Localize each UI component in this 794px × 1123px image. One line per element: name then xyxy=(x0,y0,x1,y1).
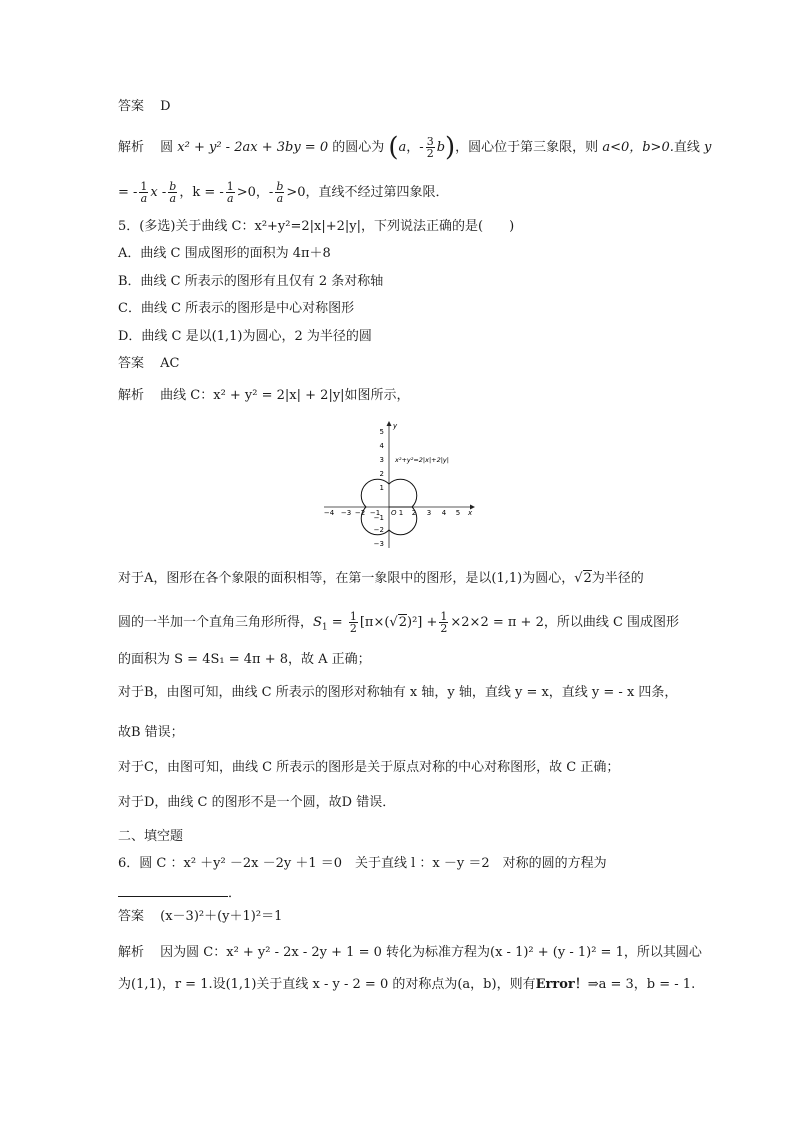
text: ． xyxy=(228,886,242,901)
analysis-label: 解析 xyxy=(118,945,145,960)
x-tick: 1 xyxy=(398,509,404,517)
paren-left: ( xyxy=(388,132,399,163)
circle-equation: x² + y² - 2ax + 3by = 0 xyxy=(177,140,329,155)
text: 为(1,1)，r = 1.设(1,1)关于直线 x - y - 2 = 0 的对称点为(a，b)，则有 xyxy=(118,977,536,992)
answer-label: 答案 xyxy=(118,99,145,114)
section-heading: 二、填空题 xyxy=(118,829,184,844)
condition: a<0，b>0. xyxy=(602,140,674,155)
q5-analysis-b-line-2: 故B 错误； xyxy=(118,725,184,740)
numerator: 1 xyxy=(226,180,234,193)
text: )²] + xyxy=(407,615,438,630)
text: 对于A，图形在各个象限的面积相等，在第一象限中的图形，是以(1,1)为圆心， xyxy=(118,571,575,586)
text: 圆的一半加一个直角三角形所得， xyxy=(118,615,314,630)
x-tick: 2 xyxy=(411,509,417,517)
q6-stem: 6．圆 C ：x² ＋y² －2x －2y ＋1 ＝0 关于直线 l ：x －y ＝2 对称的圆的方程为 xyxy=(118,856,607,871)
y-tick: −2 xyxy=(373,526,384,534)
center-y: b xyxy=(436,140,446,155)
q5-option-a: A．曲线 C 围成图形的面积为 4π＋8 xyxy=(118,246,331,261)
q5-analysis-a-line-1 xyxy=(118,571,644,587)
sqrt: √2 xyxy=(389,615,407,630)
fraction xyxy=(226,181,235,204)
x-tick: −4 xyxy=(323,509,335,517)
y-tick: 1 xyxy=(379,484,384,492)
x-tick: 4 xyxy=(441,509,447,517)
paren-right: ) xyxy=(445,132,456,163)
q5-option-c: C．曲线 C 所表示的图形是中心对称图形 xyxy=(118,301,355,316)
denominator: a xyxy=(140,192,148,205)
numerator: 3 xyxy=(426,135,434,148)
text: x - xyxy=(150,185,167,200)
q4-answer-line xyxy=(118,99,171,115)
x-tick: 3 xyxy=(426,509,432,517)
q5-analysis-d-line-1: 对于D，曲线 C 的图形不是一个圆，故D 错误． xyxy=(118,795,396,810)
q6-blank-line xyxy=(118,882,241,902)
numerator: 1 xyxy=(440,610,448,623)
fraction xyxy=(139,181,148,204)
fraction xyxy=(168,181,177,204)
q5-analysis-intro xyxy=(118,388,410,404)
subscript: 1 xyxy=(321,622,328,633)
text: ×2×2 = π + 2，所以曲线 C 围成图形 xyxy=(450,615,680,630)
q5-analysis-b-line-1: 对于B，由图可知，曲线 C 所表示的图形对称轴有 x 轴，y 轴，直线 y = x，直线 y = - x 四条， xyxy=(118,685,678,700)
text: ，- xyxy=(406,140,424,155)
text: ，圆心位于第三象限，则 xyxy=(455,140,603,155)
answer-blank xyxy=(118,882,228,897)
q5-stem: 5．(多选)关于曲线 C：x²+y²=2|x|+2|y|，下列说法正确的是( ) xyxy=(118,219,515,234)
sqrt-radicand: 2 xyxy=(583,571,592,586)
text: ，k = - xyxy=(179,185,224,200)
numerator: 1 xyxy=(140,180,148,193)
analysis-label: 解析 xyxy=(118,140,145,155)
answer-label: 答案 xyxy=(118,909,145,924)
sqrt: √2 xyxy=(574,571,592,586)
y-tick: 2 xyxy=(379,470,384,478)
q5-answer-line xyxy=(118,356,180,372)
analysis-label: 解析 xyxy=(118,388,145,403)
text: 直线 xyxy=(673,140,704,155)
q5-answer: AC xyxy=(160,356,180,371)
text: = - xyxy=(118,185,138,200)
text: [π×( xyxy=(359,615,390,630)
s1-symbol: S xyxy=(313,615,322,630)
x-axis-label: x xyxy=(468,509,473,517)
fraction xyxy=(439,611,448,634)
q6-analysis-line-2 xyxy=(118,977,695,993)
q5-option-b: B．曲线 C 所表示的图形有且仅有 2 条对称轴 xyxy=(118,274,384,289)
text: 因为圆 C：x² + y² - 2x - 2y + 1 = 0 转化为标准方程为(x - 1)² + (y - 1)² = 1，所以其圆心 xyxy=(160,945,702,960)
fraction xyxy=(349,611,358,634)
y-tick: 3 xyxy=(379,456,384,464)
q6-answer: (x－3)²＋(y＋1)²＝1 xyxy=(160,909,283,924)
text: 圆 xyxy=(160,140,178,155)
curve-label: x²+y²=2|x|+2|y| xyxy=(395,456,449,464)
x-tick: −3 xyxy=(340,509,352,517)
denominator: 2 xyxy=(426,147,434,160)
x-tick: −2 xyxy=(354,509,366,517)
numerator: 1 xyxy=(349,610,357,623)
denominator: 2 xyxy=(440,622,448,635)
text: >0，- xyxy=(236,185,274,200)
fraction xyxy=(275,181,284,204)
denominator: a xyxy=(169,192,177,205)
q4-answer: D xyxy=(160,99,171,114)
q6-analysis-line-1 xyxy=(118,945,702,961)
x-tick: −1 xyxy=(369,509,381,517)
text: = xyxy=(327,615,347,630)
text: 为半径的 xyxy=(591,571,644,586)
q4-analysis-line-1 xyxy=(118,132,712,163)
y-axis-label: y xyxy=(393,422,398,430)
text: >0，直线不经过第四象限． xyxy=(286,185,449,200)
text: 曲线 C：x² + y² = 2|x| + 2|y|如图所示， xyxy=(160,388,410,403)
fraction xyxy=(426,136,435,159)
denominator: a xyxy=(226,192,234,205)
y-axis-arrow xyxy=(387,421,392,426)
origin-label: O xyxy=(391,509,397,517)
x-tick: 5 xyxy=(455,509,461,517)
q5-option-d: D．曲线 C 是以(1,1)为圆心，2 为半径的圆 xyxy=(118,329,372,344)
sqrt-radicand: 2 xyxy=(398,615,407,630)
q5-analysis-a-line-2 xyxy=(118,611,679,636)
curve-graph xyxy=(320,420,480,550)
denominator: 2 xyxy=(349,622,357,635)
text: 的圆心为 xyxy=(328,140,389,155)
y-tick: 5 xyxy=(379,428,384,436)
center-x: a xyxy=(398,140,407,155)
error-text: Error！ xyxy=(535,977,588,992)
var-y: y xyxy=(704,140,712,155)
y-tick: 4 xyxy=(379,442,384,450)
answer-label: 答案 xyxy=(118,356,145,371)
y-tick: −3 xyxy=(373,540,384,548)
q6-answer-line xyxy=(118,909,282,925)
numerator: b xyxy=(276,180,284,193)
denominator: a xyxy=(276,192,284,205)
q4-analysis-line-2 xyxy=(118,181,449,204)
y-tick: −1 xyxy=(373,514,384,522)
text: ⇒a = 3，b = - 1. xyxy=(587,977,696,992)
numerator: b xyxy=(169,180,177,193)
q5-analysis-c-line-1: 对于C，由图可知，曲线 C 所表示的图形是关于原点对称的中心对称图形，故 C 正确； xyxy=(118,760,620,775)
q5-analysis-a-line-3: 的面积为 S = 4S₁ = 4π + 8，故 A 正确； xyxy=(118,652,371,667)
